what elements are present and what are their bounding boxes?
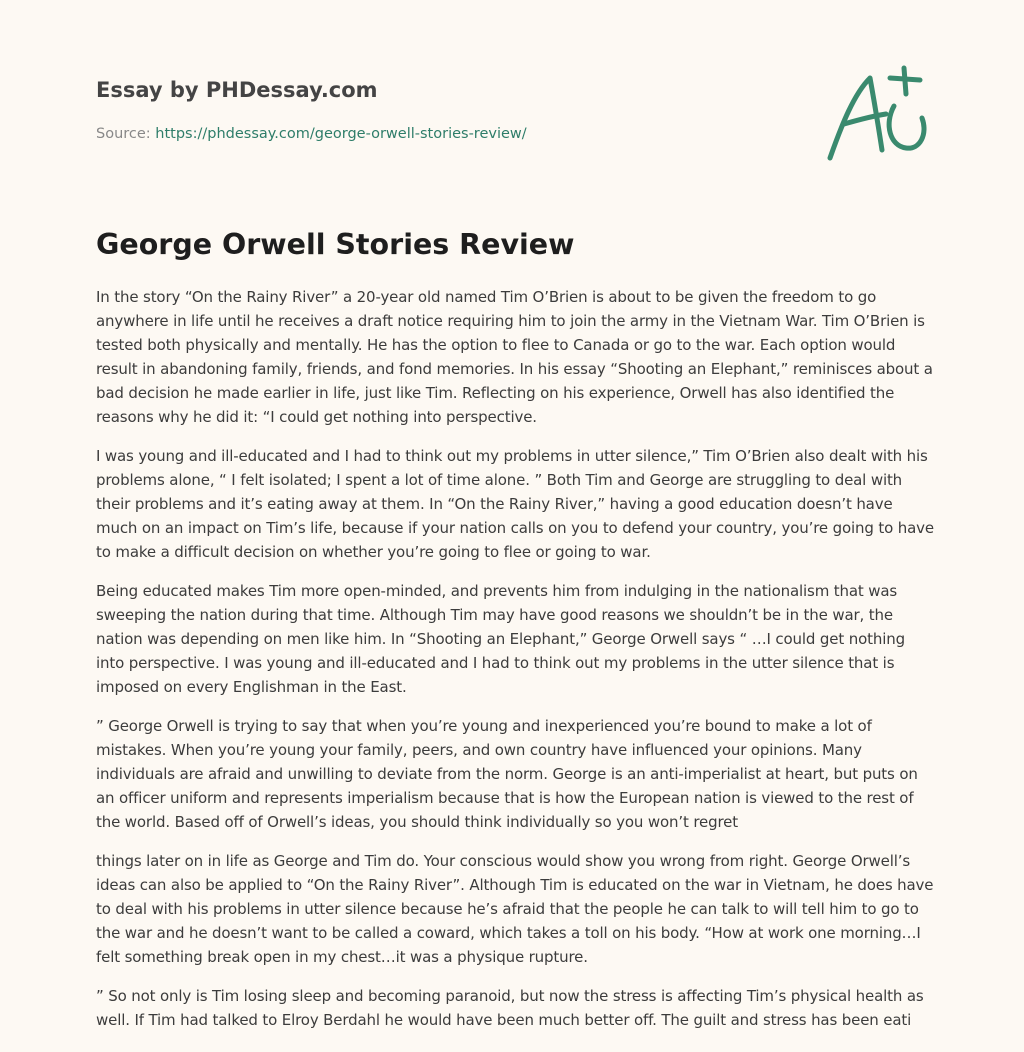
paragraph: In the story “On the Rainy River” a 20-year old named Tim O’Brien is about to be given the freedom to go anywhere in life until he receives a draft notice requiring him to join the army in the Vietnam War. Tim O’Brien is tested both physically and mentally. He has the option to flee to Canada or go to the war. Each option would result in abandoning family, friends, and fond memories. In his essay “Shooting an Elephant,” reminisces about a bad decision he made earlier in life, just like Tim. Reflecting on his experience, Orwell has also identified the reasons why he did it: “I could get nothing into perspective. bbox=[96, 288, 933, 426]
source-link[interactable]: https://phdessay.com/george-orwell-stories-review/ bbox=[155, 126, 527, 142]
paragraph: ” So not only is Tim losing sleep and becoming paranoid, but now the stress is affecting Tim’s physical health as well. If Tim had talked to Elroy Berdahl he would have been much better off. The guilt and stress has been eati bbox=[96, 987, 924, 1029]
page-header bbox=[96, 76, 796, 144]
essay-title: George Orwell Stories Review bbox=[96, 228, 575, 261]
paragraph: things later on in life as George and Tim do. Your conscious would show you wrong from right. George Orwell’s ideas can also be applied to “On the Rainy River”. Although Tim is educated on the war in Vietnam, he does have to deal with his problems in utter silence because he’s afraid that the people he can talk to will tell him to go to the war and he doesn’t want to be called a coward, which takes a toll on his body. “How at work one morning…I felt something break open in my chest…it was a physique rupture. bbox=[96, 852, 934, 966]
a-plus-logo-icon bbox=[820, 64, 930, 168]
paragraph: ” George Orwell is trying to say that when you’re young and inexperienced you’re bound to make a lot of mistakes. When you’re young your family, peers, and own country have influenced your opinions. Many individuals are afraid and unwilling to deviate from the norm. George is an anti-imperialist at heart, but puts on an officer uniform and represents imperialism because that is how the European nation is viewed to the rest of the world. Based off of Orwell’s ideas, you should think individually so you won’t regret bbox=[96, 717, 918, 831]
source-line bbox=[96, 124, 796, 144]
paragraph: Being educated makes Tim more open-minded, and prevents him from indulging in the nationalism that was sweeping the nation during that time. Although Tim may have good reasons we shouldn’t be in the war, the nation was depending on men like him. In “Shooting an Elephant,” George Orwell says “ …I could get nothing into perspective. I was young and ill-educated and I had to think out my problems in the utter silence that is imposed on every Englishman in the East. bbox=[96, 582, 905, 696]
paragraph: I was young and ill-educated and I had to think out my problems in utter silence,” Tim O’Brien also dealt with his problems alone, “ I felt isolated; I spent a lot of time alone. ” Both Tim and George are struggling to deal with their problems and it’s eating away at them. In “On the Rainy River,” having a good education doesn’t have much on an impact on Tim’s life, because if your nation calls on you to defend your country, you’re going to have to make a difficult decision on whether you’re going to flee or going to war. bbox=[96, 447, 934, 561]
essay-body bbox=[96, 285, 934, 1047]
source-label: Source: bbox=[96, 126, 151, 142]
site-brand: Essay by PHDessay.com bbox=[96, 78, 378, 102]
